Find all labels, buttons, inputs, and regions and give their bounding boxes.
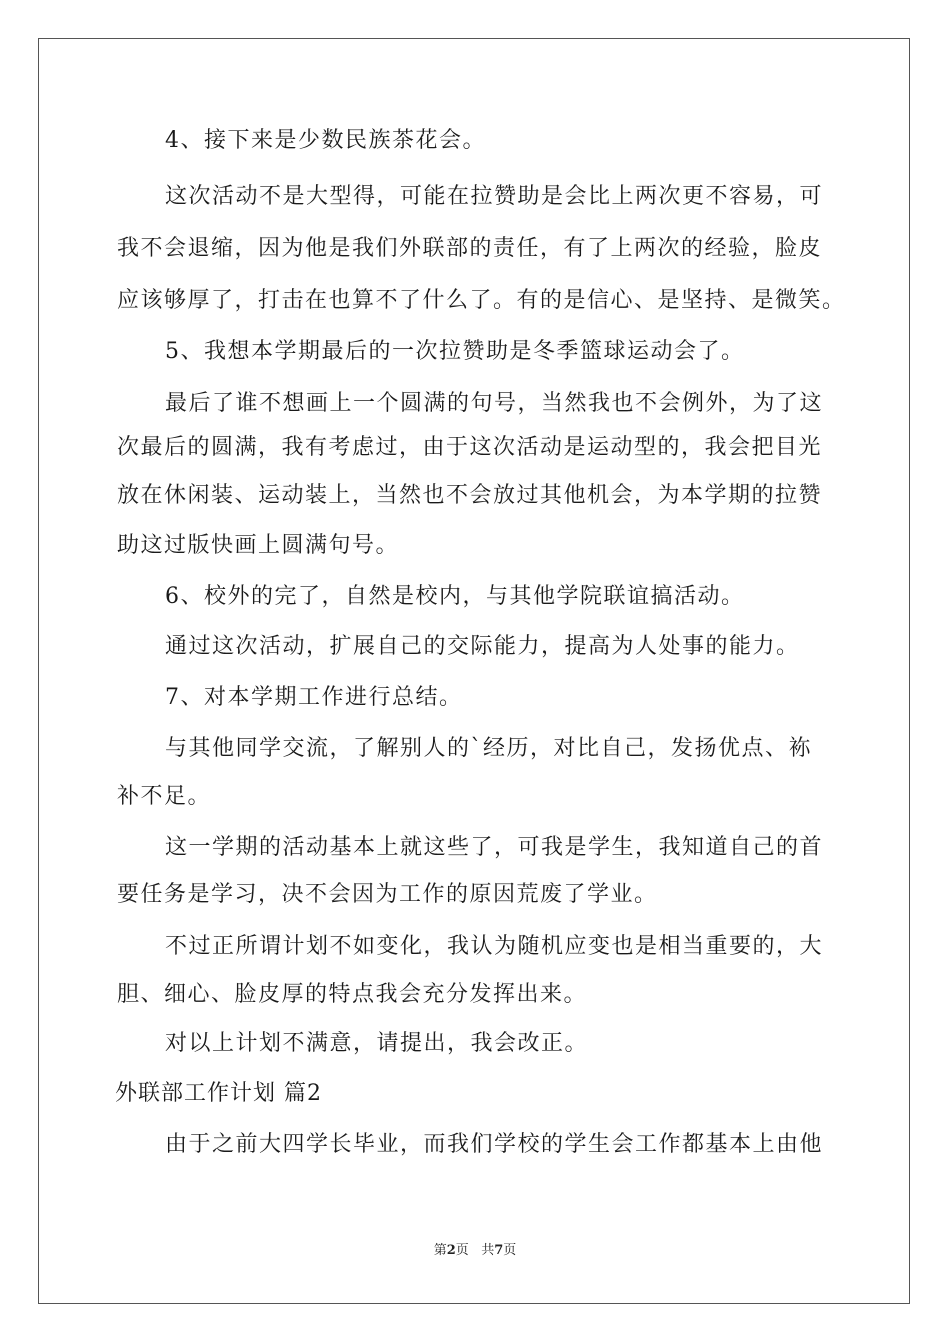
paragraph-line: 7、对本学期工作进行总结。 [165,685,463,710]
section-heading: 外联部工作计划 篇2 [115,1081,322,1106]
paragraph-line: 6、校外的完了，自然是校内，与其他学院联谊搞活动。 [165,584,745,609]
paragraph-line: 次最后的圆满，我有考虑过，由于这次活动是运动型的，我会把目光 [117,435,823,460]
current-page-number: 2 [446,1243,456,1258]
paragraph-line: 助这过版快画上圆满句号。 [117,533,400,558]
page-label-prefix: 第 [433,1243,447,1258]
total-page-count: 7 [494,1243,504,1258]
paragraph-line: 应该够厚了，打击在也算不了什么了。有的是信心、是坚持、是微笑。 [117,288,846,313]
paragraph-line: 要任务是学习，决不会因为工作的原因荒废了学业。 [117,882,658,907]
paragraph-line: 这次活动不是大型得，可能在拉赞助是会比上两次更不容易，可 [165,184,824,209]
paragraph-line: 我不会退缩，因为他是我们外联部的责任，有了上两次的经验，脸皮 [117,236,823,261]
paragraph-line: 与其他同学交流，了解别人的`经历，对比自己，发扬优点、袮 [165,736,813,761]
paragraph-line: 4、接下来是少数民族茶花会。 [165,128,486,153]
paragraph-line: 补不足。 [117,784,212,809]
paragraph-line: 放在休闲装、运动装上，当然也不会放过其他机会，为本学期的拉赞 [117,483,823,508]
paragraph-line: 5、我想本学期最后的一次拉赞助是冬季篮球运动会了。 [165,339,745,364]
page-label-suffix: 页 [455,1243,469,1258]
paragraph-line: 这一学期的活动基本上就这些了，可我是学生，我知道自己的首 [165,835,824,860]
total-label-suffix: 页 [503,1243,517,1258]
total-label-prefix: 共 [481,1243,495,1258]
paragraph-line: 不过正所谓计划不如变化，我认为随机应变也是相当重要的，大 [165,934,824,959]
page-footer [0,1242,950,1260]
paragraph-line: 由于之前大四学长毕业，而我们学校的学生会工作都基本上由他 [165,1132,824,1157]
page-border [38,38,910,1304]
paragraph-line: 通过这次活动，扩展自己的交际能力，提高为人处事的能力。 [165,634,800,659]
paragraph-line: 最后了谁不想画上一个圆满的句号，当然我也不会例外，为了这 [165,391,824,416]
paragraph-line: 胆、细心、脸皮厚的特点我会充分发挥出来。 [117,982,588,1007]
paragraph-line: 对以上计划不满意，请提出，我会改正。 [165,1031,589,1056]
